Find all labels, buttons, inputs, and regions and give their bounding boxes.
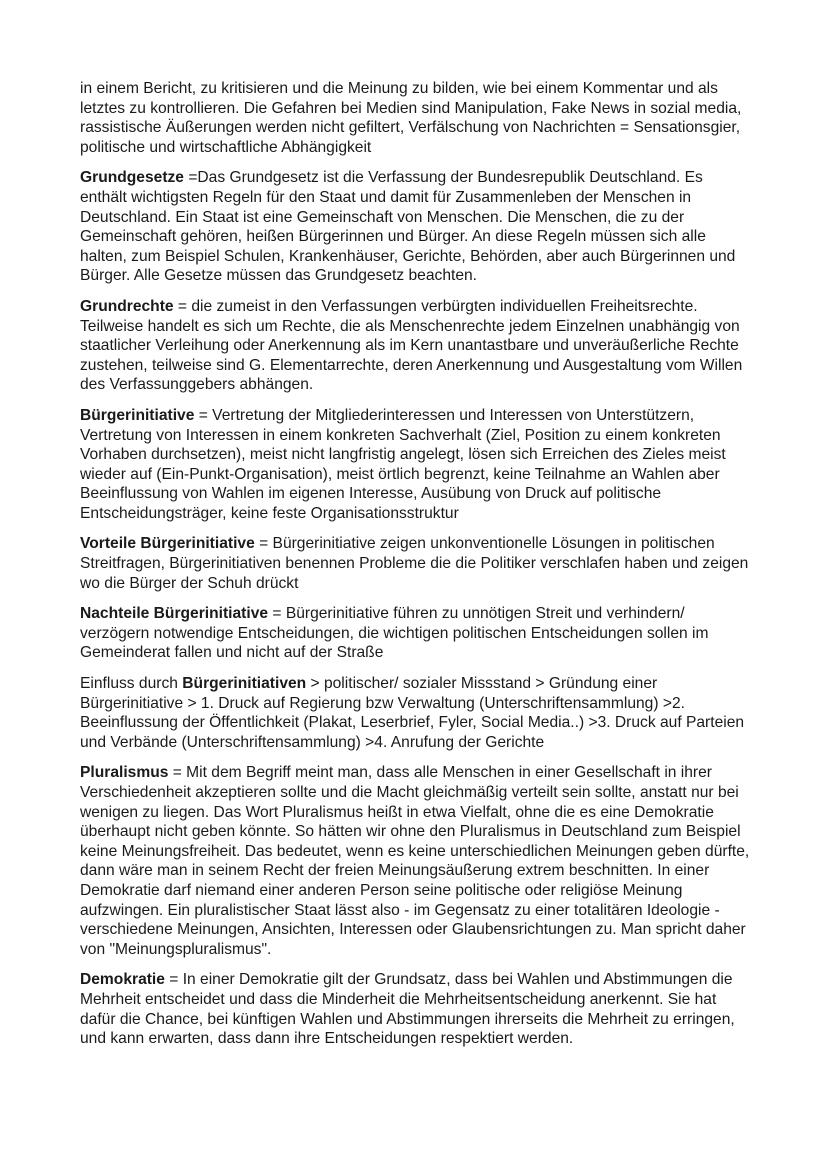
paragraph-demokratie xyxy=(80,970,750,1048)
paragraph-text: > politischer/ sozialer Missstand > Gründung einer Bürgerinitiative > 1. Druck auf Regierung bzw Verwaltung (Unterschriftensammlung) >2. Beeinflussung der Öffentlichkeit (Plakat, Leserbrief, Fyler, Social Media..) >3. Druck auf Parteien und Verbände (Unterschriftensammlung) >4. Anrufung der Gerichte xyxy=(80,675,745,751)
paragraph-text: = Vertretung der Mitgliederinteressen und Interessen von Unterstützern, Vertretung von Interessen in einem konkreten Sachverhalt (Ziel, Position zu einem konkreten Vorhaben durchsetzen), meist nicht langfristig angelegt, lösen sich Erreichen des Zieles meist wieder auf (Ein-Punkt-Organisation), meist örtlich begrenzt, keine Teilnahme an Wahlen aber Beeinflussung von Wahlen im eigenen Interesse, Ausübung von Druck auf politische Entscheidungsträger, keine feste Organisationsstruktur xyxy=(80,406,726,522)
term-buergerinitiativen: Bürgerinitiativen xyxy=(182,675,307,693)
term-demokratie: Demokratie xyxy=(80,971,165,989)
term-buergerinitiative: Bürgerinitiative xyxy=(80,406,195,424)
paragraph-vorteile xyxy=(80,534,750,593)
term-grundrechte: Grundrechte xyxy=(80,297,174,315)
paragraph-grundgesetze xyxy=(80,168,750,286)
paragraph-medien-fortsetzung xyxy=(80,79,750,157)
paragraph-text: = In einer Demokratie gilt der Grundsatz, dass bei Wahlen und Abstimmungen die Mehrheit entscheidet und dass die Minderheit die Mehrheitsentscheidung anerkennt. Sie hat dafür die Chance, bei künftigen Wahlen und Abstimmungen ihrerseits die Mehrheit zu erringen, und kann erwarten, dass dann ihre Entscheidungen respektiert werden. xyxy=(80,971,735,1048)
term-nachteile-buergerinitiative: Nachteile Bürgerinitiative xyxy=(80,605,269,623)
paragraph-text: = Bürgerinitiative zeigen unkonventionelle Lösungen in politischen Streitfragen, Bürgerinitiativen benennen Probleme die die Politiker verschlafen haben und zeigen wo die Bürger der Schuh drückt xyxy=(80,535,749,592)
paragraph-text: in einem Bericht, zu kritisieren und die Meinung zu bilden, wie bei einem Kommentar und als letztes zu kontrollieren. Die Gefahren bei Medien sind Manipulation, Fake News in sozial media, rassistische Äußerungen werden nicht gefiltert, Verfälschung von Nachrichten = Sensationsgier, politische und wirtschaftliche Abhängigkeit xyxy=(80,80,742,156)
paragraph-text: = Bürgerinitiative führen zu unnötigen Streit und verhindern/ verzögern notwendige Entscheidungen, die wichtigen politischen Entscheidungen sollen im Gemeinderat fallen und nicht auf der Straße xyxy=(80,605,709,662)
paragraph-einfluss xyxy=(80,674,750,752)
paragraph-prefix: Einfluss durch xyxy=(80,675,183,693)
paragraph-grundrechte xyxy=(80,297,750,395)
paragraph-nachteile xyxy=(80,604,750,663)
paragraph-text: = Mit dem Begriff meint man, dass alle Menschen in einer Gesellschaft in ihrer Verschiedenheit akzeptieren sollte und die Macht gleichmäßig verteilt sein sollte, anstatt nur bei wenigen zu liegen. Das Wort Pluralismus heißt in etwa Vielfalt, ohne die es eine Demokratie überhaupt nicht geben könnte. So hätten wir ohne den Pluralismus in Deutschland zum Beispiel keine Meinungsfreiheit. Das bedeutet, wenn es keine unterschiedlichen Meinungen geben dürfte, dann wäre man in seinem Recht der freien Meinungsäußerung extrem beschnitten. In einer Demokratie darf niemand einer anderen Person seine politische oder religiöse Meinung aufzwingen. Ein pluralistischer Staat lässt also - im Gegensatz zu einer totalitären Ideologie - verschiedene Meinungen, Ansichten, Interessen oder Glaubensrichtungen zu. Man spricht daher von "Meinungspluralismus". xyxy=(80,764,750,958)
paragraph-text: =Das Grundgesetz ist die Verfassung der Bundesrepublik Deutschland. Es enthält wichtigsten Regeln für den Staat und damit für Zusammenleben der Menschen in Deutschland. Ein Staat ist eine Gemeinschaft von Menschen. Die Menschen, die zu der Gemeinschaft gehören, heißen Bürgerinnen und Bürger. An diese Regeln müssen sich alle halten, zum Beispiel Schulen, Krankenhäuser, Gerichte, Behörden, aber auch Bürgerinnen und Bürger. Alle Gesetze müssen das Grundgesetz beachten. xyxy=(80,169,736,285)
document-page xyxy=(80,79,750,1060)
paragraph-buergerinitiative xyxy=(80,406,750,524)
paragraph-text: = die zumeist in den Verfassungen verbürgten individuellen Freiheitsrechte. Teilweise handelt es sich um Rechte, die als Menschenrechte jedem Einzelnen unabhängig von staatlicher Verleihung oder Anerkennung als im Kern unantastbare und unveräußerliche Rechte zustehen, teilweise sind G. Elementarrechte, deren Anerkennung und Ausgestaltung vom Willen des Verfassunggebers abhängen. xyxy=(80,297,743,394)
paragraph-pluralismus xyxy=(80,763,750,959)
term-grundgesetze: Grundgesetze xyxy=(80,169,184,187)
term-vorteile-buergerinitiative: Vorteile Bürgerinitiative xyxy=(80,535,255,553)
term-pluralismus: Pluralismus xyxy=(80,764,169,782)
